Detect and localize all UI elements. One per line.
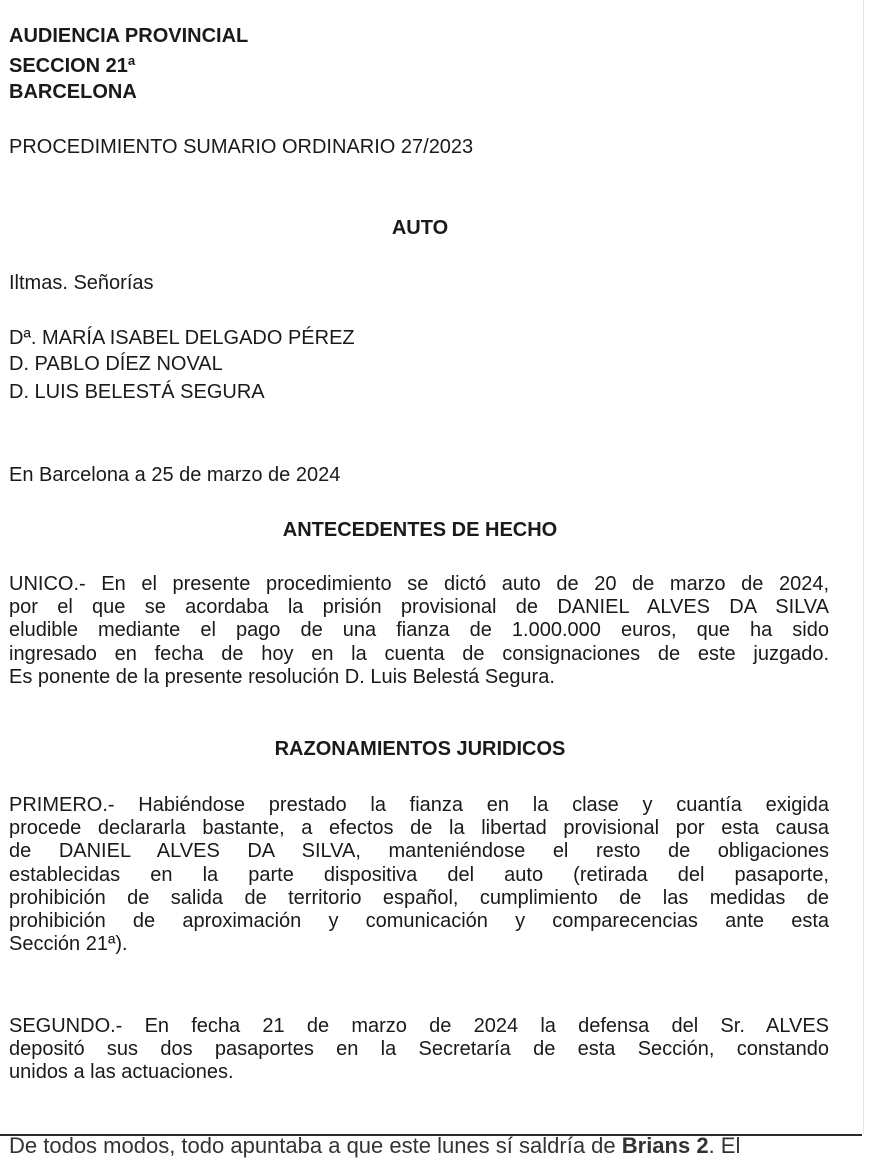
paragraph-line: unidos a las actuaciones. (9, 1061, 234, 1084)
paragraph-line: Sección 21ª). (9, 933, 128, 956)
judge-name: D. LUIS BELESTÁ SEGURA (9, 381, 265, 403)
paragraph-line: eludible mediante el pago de una fianza de 1.000.000 euros, que ha sido (9, 619, 829, 642)
court-city: BARCELONA (9, 81, 137, 103)
article-text-clipped: De todos modos, todo apuntaba a que este lunes sí saldría de Brians 2. El (9, 1133, 741, 1158)
document-edge (863, 0, 864, 1134)
court-section: SECCION 21ª (9, 55, 136, 77)
judges-heading: Iltmas. Señorías (9, 272, 154, 294)
paragraph-line: prohibición de salida de territorio español, cumplimiento de las medidas de (9, 886, 829, 909)
paragraph-line: de DANIEL ALVES DA SILVA, manteniéndose el resto de obligaciones (9, 840, 829, 863)
article-bold-phrase: Brians 2 (621, 1133, 709, 1158)
procedure-number: PROCEDIMIENTO SUMARIO ORDINARIO 27/2023 (9, 136, 474, 158)
paragraph-line: SEGUNDO.- En fecha 21 de marzo de 2024 la defensa del Sr. ALVES (9, 1015, 829, 1037)
paragraph-line: procede declararla bastante, a efectos de la libertad provisional por esta causa (9, 817, 829, 840)
razonamientos-heading: RAZONAMIENTOS JURIDICOS (274, 738, 566, 760)
primero-paragraph (9, 794, 829, 956)
paragraph-line: por el que se acordaba la prisión provisional de DANIEL ALVES DA SILVA (9, 596, 829, 619)
segundo-paragraph (9, 1015, 829, 1085)
paragraph-line: ingresado en fecha de hoy en la cuenta de consignaciones de este juzgado. (9, 642, 829, 665)
antecedentes-paragraph (9, 573, 829, 689)
paragraph-line: Es ponente de la presente resolución D. Luis Belestá Segura. (9, 665, 555, 688)
judge-name: D. PABLO DÍEZ NOVAL (9, 353, 223, 375)
court-name: AUDIENCIA PROVINCIAL (9, 25, 249, 47)
document-type-title: AUTO (391, 217, 449, 239)
date-line: En Barcelona a 25 de marzo de 2024 (9, 464, 341, 486)
paragraph-line: UNICO.- En el presente procedimiento se dictó auto de 20 de marzo de 2024, (9, 573, 829, 595)
judge-name: Dª. MARÍA ISABEL DELGADO PÉREZ (9, 327, 355, 349)
paragraph-line: depositó sus dos pasaportes en la Secretaría de esta Sección, constando (9, 1038, 829, 1061)
paragraph-line: prohibición de aproximación y comunicación y comparecencias ante esta (9, 910, 829, 933)
paragraph-line: establecidas en la parte dispositiva del auto (retirada del pasaporte, (9, 863, 829, 886)
paragraph-line: PRIMERO.- Habiéndose prestado la fianza en la clase y cuantía exigida (9, 794, 829, 816)
antecedentes-heading: ANTECEDENTES DE HECHO (282, 519, 558, 541)
